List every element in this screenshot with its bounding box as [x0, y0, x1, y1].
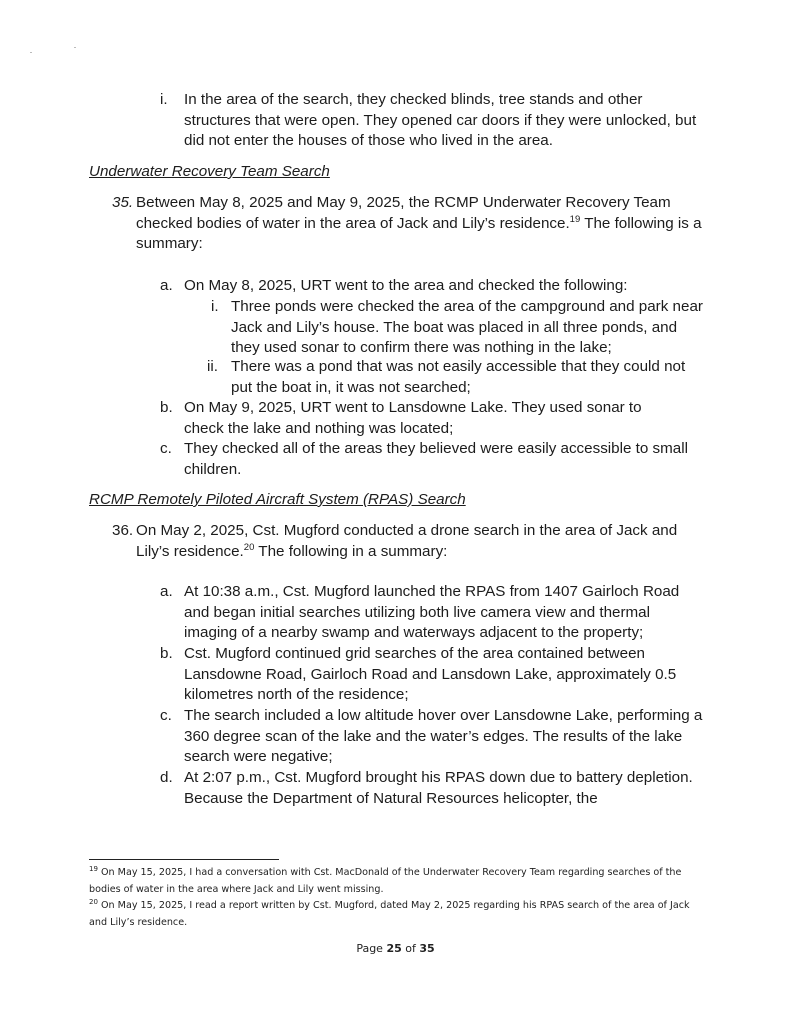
- list-label: a.: [160, 277, 173, 294]
- footnote-19: [89, 864, 709, 898]
- list-item-text: At 10:38 a.m., Cst. Mugford launched the RPAS from 1407 Gairloch Road and began initial searches utilizing both live camera view and thermal imaging of a nearby swamp and waterways adjacent to the property;: [184, 583, 680, 641]
- list-item-text: On May 8, 2025, URT went to the area and checked the following:: [184, 277, 628, 294]
- paragraph-text: On May 2, 2025, Cst. Mugford conducted a drone search in the area of Jack and Lily’s residence.: [136, 522, 678, 560]
- scan-speck: [74, 47, 76, 48]
- paragraph-35: [136, 193, 702, 255]
- footnote-number: 19: [89, 864, 98, 873]
- page-prefix: Page: [356, 942, 387, 955]
- list-item-text: Three ponds were checked the area of the campground and park near Jack and Lily’s house. The boat was placed in all three ponds, and they used sonar to confirm there was nothing in the lake;: [231, 298, 703, 356]
- page-total: 35: [419, 942, 435, 955]
- page-current: 25: [386, 942, 402, 955]
- paragraph-36: [136, 521, 702, 562]
- list-label: a.: [160, 583, 173, 600]
- list-item-text: There was a pond that was not easily accessible that they could not put the boat in, it was not searched;: [231, 358, 686, 396]
- footnote-ref: 20: [243, 541, 255, 553]
- page-middle: of: [401, 942, 420, 955]
- footnote-divider: [89, 859, 279, 860]
- list-label: b.: [160, 645, 173, 662]
- list-item-text: The search included a low altitude hover over Lansdowne Lake, performing a 360 degree scan of the lake and the water’s edges. The results of the lake search were negative;: [184, 707, 703, 765]
- footnote-ref: 19: [569, 213, 581, 225]
- list-label: c.: [160, 707, 172, 724]
- paragraph-text-tail: The following is a summary:: [136, 214, 702, 252]
- list-item-text: They checked all of the areas they believed were easily accessible to small children.: [184, 440, 688, 478]
- section-heading-urt: Underwater Recovery Team Search: [89, 163, 330, 180]
- list-label: c.: [160, 440, 172, 457]
- paragraph-text: Between May 8, 2025 and May 9, 2025, the RCMP Underwater Recovery Team checked bodies of water in the area of Jack and Lily’s residence.: [136, 194, 671, 232]
- scan-speck: [30, 52, 32, 53]
- page-footer: [0, 942, 791, 955]
- list-item-text: At 2:07 p.m., Cst. Mugford brought his RPAS down due to battery depletion. Because the Department of Natural Resources helicopter, the: [184, 769, 693, 807]
- list-label: d.: [160, 769, 173, 786]
- paragraph-number: 35.: [112, 194, 134, 211]
- footnote-text: On May 15, 2025, I had a conversation with Cst. MacDonald of the Underwater Recovery Team regarding searches of the bodies of water in the area where Jack and Lily went missing.: [89, 867, 682, 895]
- section-heading-rpas: RCMP Remotely Piloted Aircraft System (RPAS) Search: [89, 491, 466, 508]
- footnote-text: On May 15, 2025, I read a report written by Cst. Mugford, dated May 2, 2025 regarding his RPAS search of the area of Jack and Lily’s residence.: [89, 900, 690, 928]
- list-label: i.: [160, 91, 168, 108]
- list-label: i.: [211, 298, 219, 315]
- paragraph-number: 36.: [112, 522, 134, 539]
- list-item-text: In the area of the search, they checked blinds, tree stands and other structures that were open. They opened car doors if they were unlocked, but did not enter the houses of those who lived in the area.: [184, 91, 697, 149]
- footnote-20: [89, 897, 709, 931]
- list-label: b.: [160, 399, 173, 416]
- list-item-text: Cst. Mugford continued grid searches of the area contained between Lansdowne Road, Gairloch Road and Lansdown Lake, approximately 0.5 kilometres north of the residence;: [184, 645, 677, 703]
- footnote-number: 20: [89, 897, 98, 906]
- list-label: ii.: [207, 358, 218, 375]
- paragraph-text-tail: The following in a summary:: [254, 542, 448, 560]
- list-item-text: On May 9, 2025, URT went to Lansdowne Lake. They used sonar to check the lake and nothing was located;: [184, 399, 642, 437]
